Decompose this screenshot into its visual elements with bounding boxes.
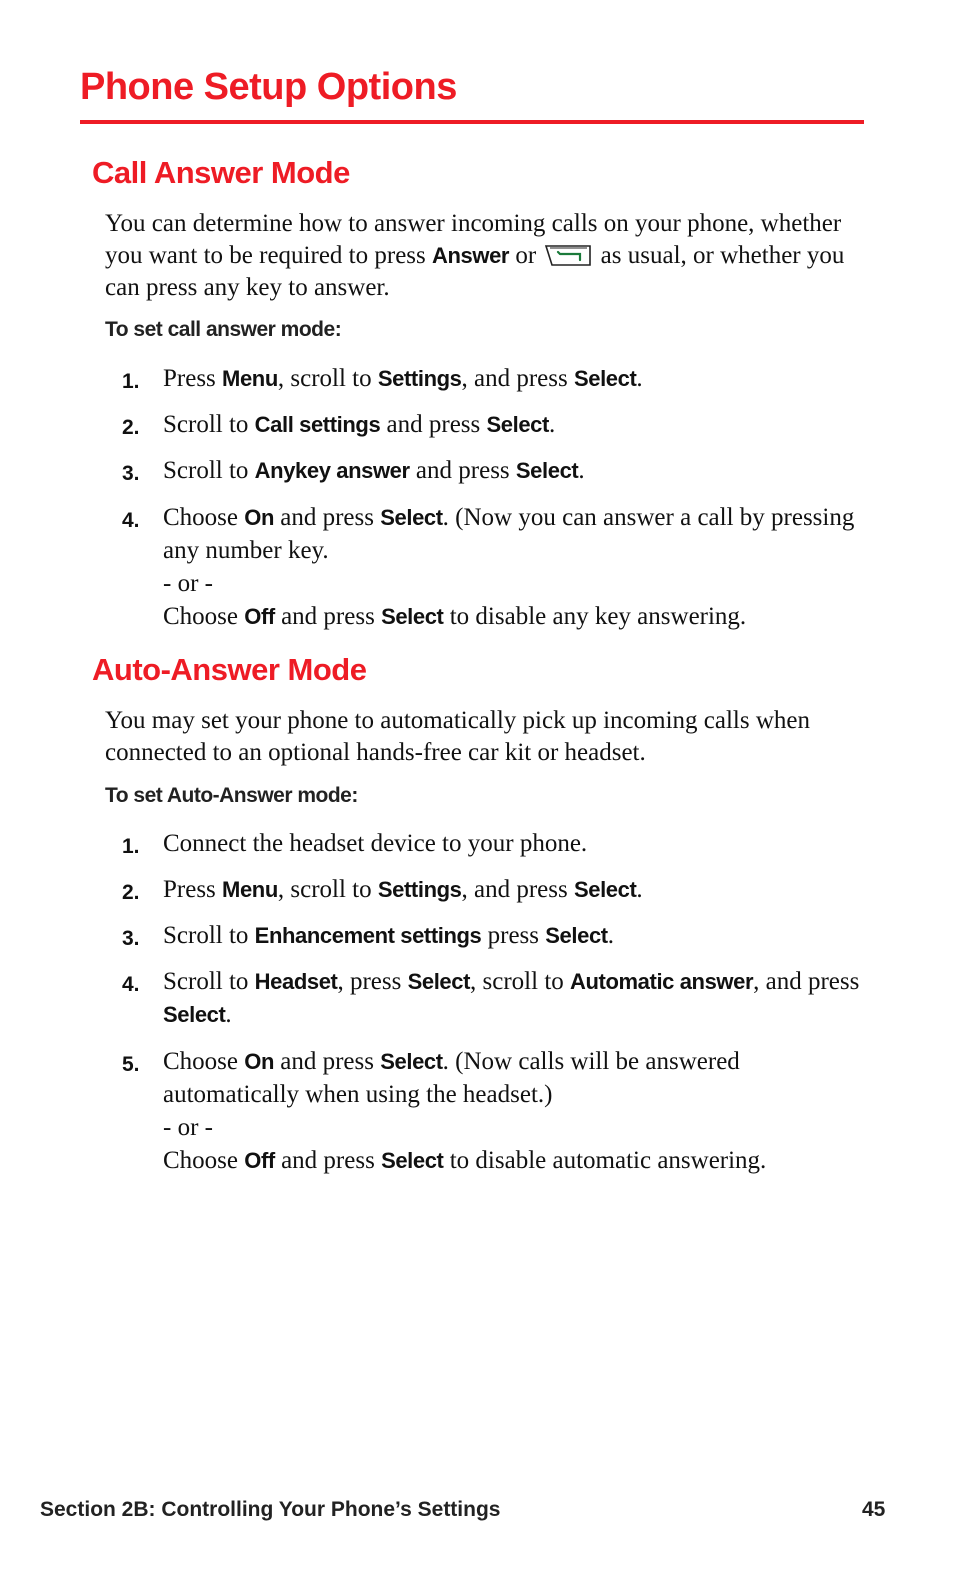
auto-answer-subheading: To set Auto-Answer mode: xyxy=(105,784,358,807)
page-number: 45 xyxy=(862,1498,886,1521)
manual-page: Phone Setup Options Call Answer Mode You can determine how to answer incoming calls on your phone, whether you want to be required to press Answer or as usual, or whether you can press any key to answer. To set call answer mode: 1. Press Menu, scroll to Settings, and press Select. 2. Scroll to Call settings and press Select. 3. Scroll to Anykey answer and press Select. 4. Choose On and press Select. (Now you can answer a call by pressing any number key. - or - Choose Off and press Select to disable any key answering. Auto-Answer Mode You may set your phone to automatically pick up incoming calls when connected to an optional hands-free car kit or headset. To set Auto-Answer mode: 1. Connect the headset device to your phone. 2. Press Menu, scroll to Settings, and press Select. 3. Scroll to Enhancement settings press Select. 4. Scroll to Headset, press Select, scroll to Automatic answer, and press Select. 5. Choose On and press Select. (Now calls will be answered automatically when using the headset.) - or - Choose Off and press Select to disable automatic answering. Section 2B: Controlling Your Phone’s Settings 45 xyxy=(40,66,886,1521)
section-heading-auto-answer-mode: Auto-Answer Mode xyxy=(92,652,367,687)
or-separator: - or - xyxy=(163,1114,213,1141)
talk-key-icon xyxy=(544,243,592,267)
page-title: Phone Setup Options xyxy=(80,66,457,108)
auto-answer-intro: You may set your phone to automatically pick up incoming calls when connected to an optional hands-free car kit or headset. xyxy=(105,707,810,766)
or-separator: - or - xyxy=(163,570,213,597)
answer-key-label: Answer xyxy=(432,243,510,268)
section-heading-call-answer-mode: Call Answer Mode xyxy=(92,155,350,190)
title-divider xyxy=(80,120,864,124)
call-answer-intro: You can determine how to answer incoming calls on your phone, whether you want to be required to press Answer or as usual, or whether you can press any key to answer. xyxy=(105,210,845,301)
call-answer-subheading: To set call answer mode: xyxy=(105,318,342,341)
footer-section-label: Section 2B: Controlling Your Phone’s Settings xyxy=(40,1498,501,1521)
